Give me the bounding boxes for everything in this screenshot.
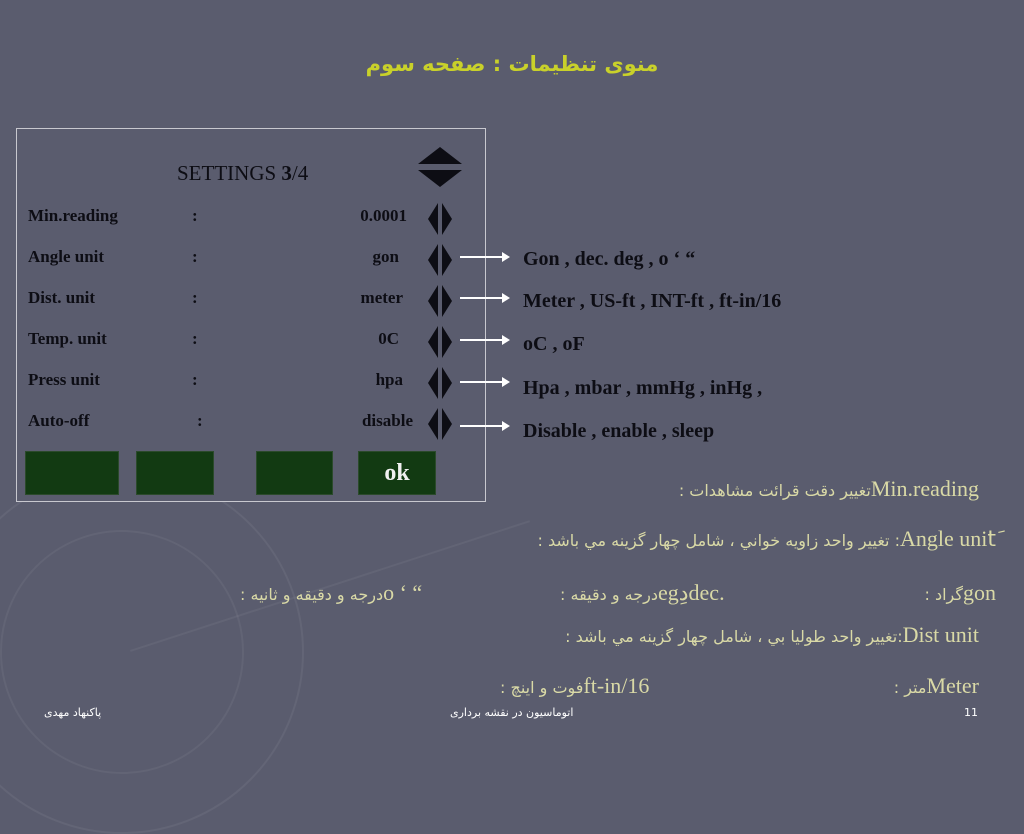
setting-value: 0C xyxy=(378,329,399,348)
note-dist-unit xyxy=(565,622,979,648)
ok-button[interactable]: ok xyxy=(358,451,436,495)
note-angle-unit-fa: : تغيير واحد زاويه خواني ، شامل چهار گزينه مي باشد : xyxy=(537,531,900,550)
note-dec-en: egدِdec. xyxy=(657,580,725,605)
note-meter-fa: : متر xyxy=(893,678,927,697)
angle-unit-options: Gon , dec. deg , o ‘ “ xyxy=(523,248,696,270)
settings-title-text: SETTINGS xyxy=(177,161,282,185)
background-compass-inner-decoration xyxy=(0,530,244,774)
setting-label: Angle unit xyxy=(28,247,105,266)
note-dec xyxy=(560,580,725,606)
left-right-arrow-icon[interactable] xyxy=(427,202,453,236)
note-ftin-en: ft-in/16 xyxy=(583,673,650,698)
note-dist-unit-en: Dist unit xyxy=(902,622,979,647)
left-right-arrow-icon[interactable] xyxy=(427,325,453,359)
soft-key-3-button[interactable] xyxy=(256,451,333,495)
footer-author: پاکنهاد مهدی xyxy=(44,706,102,719)
setting-label: Min.reading xyxy=(28,206,118,225)
setting-row-auto-off xyxy=(17,407,487,437)
setting-label: Auto-off xyxy=(28,411,90,430)
auto-off-options: Disable , enable , sleep xyxy=(523,420,715,442)
note-angle-unit xyxy=(537,526,996,552)
page-up-down-icon[interactable] xyxy=(416,145,464,189)
footer-page-number: 11 xyxy=(964,706,978,719)
setting-value: disable xyxy=(361,411,413,430)
setting-label: Press unit xyxy=(28,370,100,389)
setting-row-min-reading xyxy=(17,202,487,232)
setting-colon: : xyxy=(192,247,198,266)
setting-row-dist-unit xyxy=(17,284,487,314)
press-unit-options: Hpa , mbar , mmHg , inHg , xyxy=(523,377,763,399)
settings-title xyxy=(177,161,308,186)
note-gon xyxy=(925,580,997,606)
setting-colon: : xyxy=(192,206,198,225)
pointer-arrow xyxy=(460,425,508,427)
note-dec-fa: : درجه و دقيقه xyxy=(560,585,658,604)
pointer-arrow xyxy=(460,381,508,383)
note-ftin-fa: : فوت و اينچ xyxy=(500,678,584,697)
setting-value: 0.0001 xyxy=(360,206,407,225)
soft-key-1-button[interactable] xyxy=(25,451,119,495)
setting-colon: : xyxy=(192,329,198,348)
setting-row-angle-unit xyxy=(17,243,487,273)
setting-colon: : xyxy=(192,370,198,389)
dist-unit-options: Meter , US-ft , INT-ft , ft-in/16 xyxy=(523,290,782,312)
note-dms xyxy=(240,580,422,606)
setting-colon: : xyxy=(192,288,198,307)
pointer-arrow xyxy=(460,256,508,258)
setting-row-press-unit xyxy=(17,366,487,396)
note-angle-unit-en: Angle unitَ xyxy=(899,526,996,551)
left-right-arrow-icon[interactable] xyxy=(427,284,453,318)
left-right-arrow-icon[interactable] xyxy=(427,366,453,400)
pointer-arrow xyxy=(460,339,508,341)
soft-key-2-button[interactable] xyxy=(136,451,214,495)
note-gon-fa: : گراد xyxy=(924,585,963,604)
settings-page-current: 3 xyxy=(281,161,292,185)
note-min-reading xyxy=(679,476,979,502)
note-dms-fa: : درجه و دقيقه و ثانيه xyxy=(240,585,384,604)
left-right-arrow-icon[interactable] xyxy=(427,407,453,441)
left-right-arrow-icon[interactable] xyxy=(427,243,453,277)
note-meter-en: Meter xyxy=(926,673,979,698)
note-dms-en: o ‘ “ xyxy=(383,580,423,605)
setting-label: Dist. unit xyxy=(28,288,96,307)
footer-course: اتوماسیون در نقشه برداری xyxy=(450,706,574,719)
setting-value: hpa xyxy=(375,370,403,389)
settings-panel xyxy=(16,128,486,502)
setting-row-temp-unit xyxy=(17,325,487,355)
note-dist-unit-fa: : تغيير واحد طوليا بي ، شامل چهار گزينه مي باشد: xyxy=(565,627,903,646)
note-min-reading-fa: : تغيير دقت قرائت مشاهدات xyxy=(678,481,871,500)
slide-title: منوی تنظیمات : صفحه سوم xyxy=(365,52,659,76)
note-gon-en: gon xyxy=(963,580,996,605)
note-min-reading-en: Min.reading xyxy=(870,476,979,501)
pointer-arrow xyxy=(460,297,508,299)
setting-colon: : xyxy=(197,411,203,430)
settings-page-total: /4 xyxy=(291,161,309,185)
setting-value: gon xyxy=(372,247,399,266)
temp-unit-options: oC , oF xyxy=(523,333,585,355)
setting-value: meter xyxy=(360,288,403,307)
note-ftin xyxy=(500,673,649,699)
note-meter xyxy=(894,673,979,699)
setting-label: Temp. unit xyxy=(28,329,107,348)
